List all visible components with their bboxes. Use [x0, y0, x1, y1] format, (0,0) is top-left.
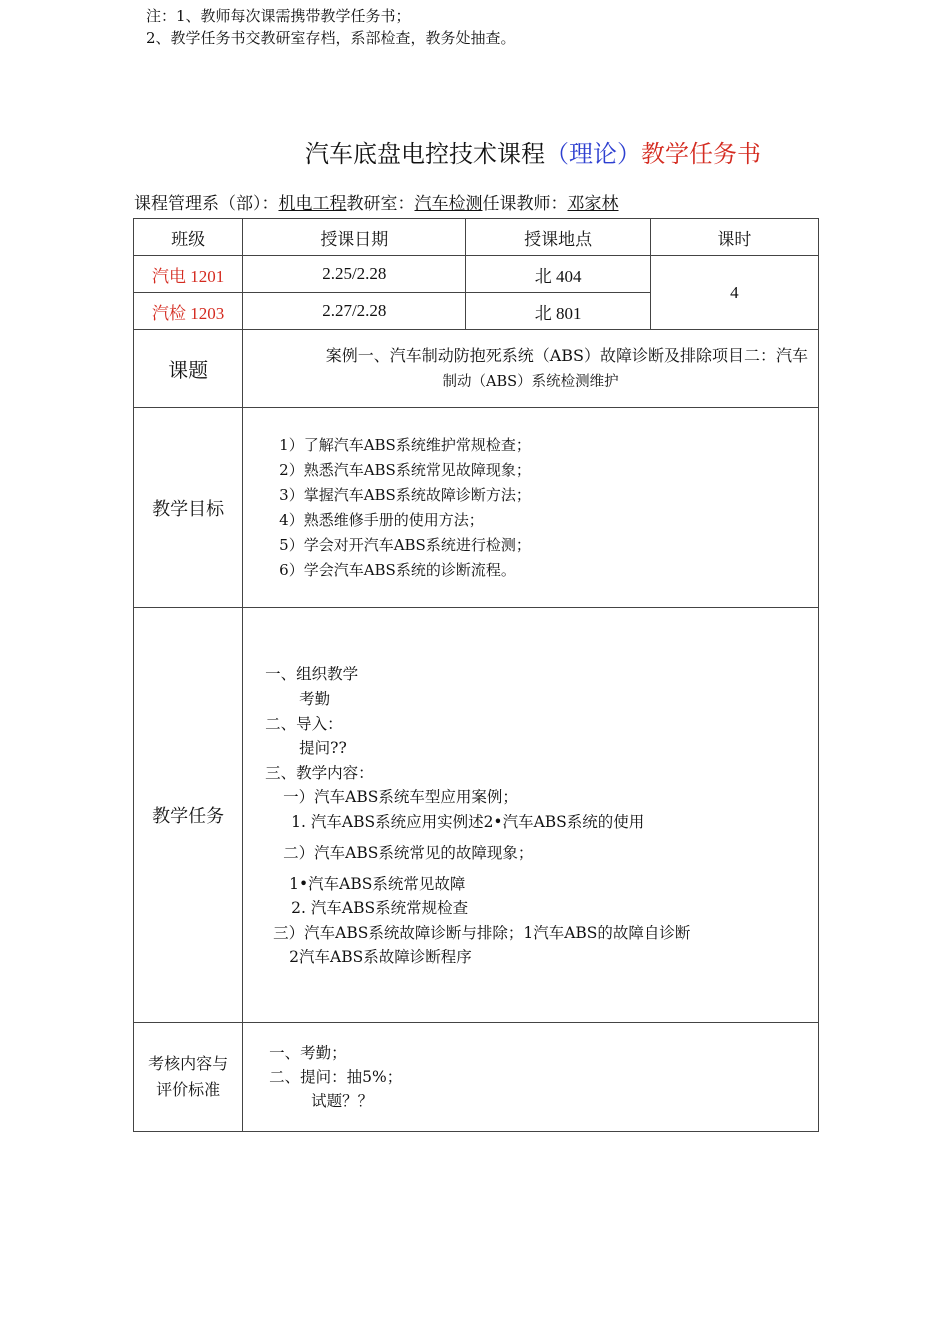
- evaluation-row: [134, 1023, 819, 1132]
- tasks-label: 教学任务: [134, 608, 243, 1023]
- topic-content: [243, 330, 819, 408]
- task-line: 2. 汽车ABS系统常规检查: [291, 899, 469, 917]
- goal-item: 3）掌握汽车ABS系统故障诊断方法；: [279, 485, 531, 504]
- teacher-label: 任课教师：: [482, 194, 568, 214]
- table-row: [134, 256, 819, 293]
- goal-item: 6）学会汽车ABS系统的诊断流程。: [279, 560, 516, 579]
- class-cell: 汽电 1201: [134, 256, 243, 293]
- goal-item: 2）熟悉汽车ABS系统常见故障现象；: [279, 460, 531, 479]
- goals-label: 教学目标: [134, 408, 243, 608]
- task-line: 1. 汽车ABS系统应用实例述2•汽车ABS系统的使用: [291, 813, 645, 831]
- task-line: 三）汽车ABS系统故障诊断与排除；1汽车ABS的故障自诊断: [273, 924, 691, 942]
- task-line: 2汽车ABS系故障诊断程序: [289, 948, 472, 966]
- note-line-1: 注：1、教师每次课需携带教学任务书；: [146, 7, 411, 25]
- task-line: 一）汽车ABS系统车型应用案例；: [283, 788, 518, 806]
- title-suffix: 教学任务书: [641, 140, 761, 168]
- evaluation-line: 试题？？: [311, 1092, 374, 1110]
- dept-label: 课程管理系（部）：: [134, 194, 279, 214]
- topic-line-2: 制动（ABS）系统检测维护: [442, 373, 619, 390]
- evaluation-line: 二、提问：抽5%；: [269, 1068, 403, 1086]
- date-cell: 2.27/2.28: [243, 293, 466, 330]
- document-title: [305, 134, 761, 169]
- goal-item: 4）熟悉维修手册的使用方法；: [279, 510, 484, 529]
- topic-row: [134, 330, 819, 408]
- title-type: （理论）: [545, 140, 641, 168]
- header-hours: 课时: [650, 219, 818, 256]
- task-line: 二、导入：: [265, 715, 343, 733]
- task-line: 二）汽车ABS系统常见的故障现象；: [283, 844, 534, 862]
- evaluation-label-line-2: 评价标准: [156, 1080, 221, 1099]
- table-header-row: [134, 219, 819, 256]
- task-table: [133, 218, 819, 1132]
- evaluation-content: [243, 1023, 819, 1132]
- office-value: 汽车检测: [414, 194, 483, 214]
- goal-item: 5）学会对开汽车ABS系统进行检测；: [279, 535, 531, 554]
- office-label: 教研室：: [346, 194, 415, 214]
- task-line: 考勤: [299, 690, 331, 708]
- place-cell: 北 404: [466, 256, 650, 293]
- goals-content: [243, 408, 819, 608]
- tasks-row: [134, 608, 819, 1023]
- dept-value: 机电工程: [278, 194, 347, 214]
- topic-line-1: 案例一、汽车制动防抱死系统（ABS）故障诊断及排除项目二：汽车: [325, 345, 808, 365]
- place-cell: 北 801: [466, 293, 650, 330]
- evaluation-label-line-1: 考核内容与: [148, 1054, 229, 1073]
- task-line: 1•汽车ABS系统常见故障: [289, 875, 466, 893]
- header-date: 授课日期: [243, 219, 466, 256]
- topic-label: 课题: [134, 330, 243, 408]
- evaluation-label: [134, 1023, 243, 1132]
- teacher-value: 邓家林: [567, 194, 619, 214]
- evaluation-line: 一、考勤；: [269, 1044, 347, 1062]
- tasks-content: [243, 608, 819, 1023]
- class-cell: 汽检 1203: [134, 293, 243, 330]
- task-line: 一、组织教学: [265, 665, 359, 683]
- task-line: 三、教学内容：: [265, 764, 374, 782]
- goal-item: 1）了解汽车ABS系统维护常规检查；: [279, 435, 531, 454]
- header-place: 授课地点: [466, 219, 650, 256]
- header-class: 班级: [134, 219, 243, 256]
- goals-row: [134, 408, 819, 608]
- hours-cell: 4: [650, 256, 818, 330]
- date-cell: 2.25/2.28: [243, 256, 466, 293]
- title-main: 汽车底盘电控技术课程: [305, 140, 545, 168]
- note-line-2: 2、教学任务书交教研室存档，系部检查，教务处抽查。: [146, 29, 516, 47]
- course-meta: [134, 189, 619, 214]
- task-line: 提问??: [299, 739, 347, 757]
